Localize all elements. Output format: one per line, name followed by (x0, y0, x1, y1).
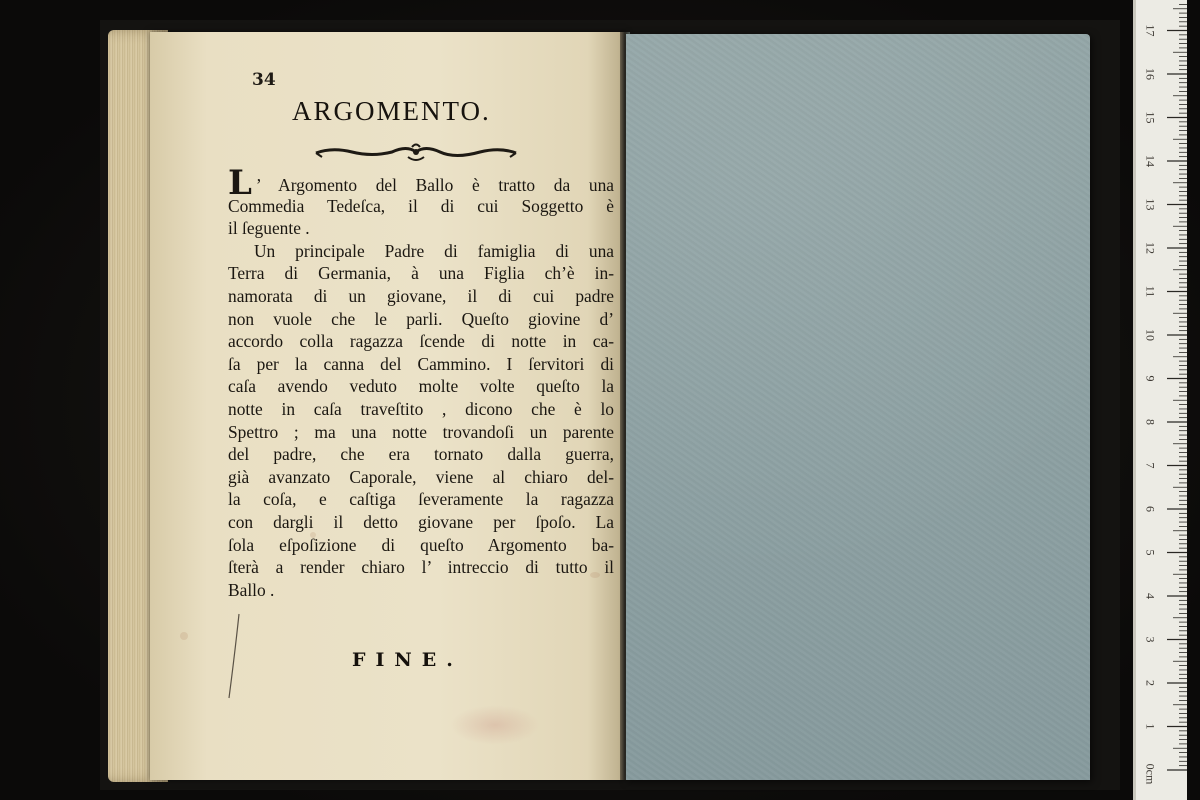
text-line: Spettro ; ma una notte trovandoſi un parente (228, 421, 614, 442)
text-line: già avanzato Caporale, viene al chiaro del- (228, 466, 614, 487)
text-line: il ſeguente . (228, 218, 310, 239)
page-title: ARGOMENTO. (292, 96, 491, 126)
text-line: non vuole che le parli. Queſto giovine d’ (228, 308, 614, 329)
ruler-label: 3 (1143, 636, 1158, 643)
text-line: Commedia Tedeſca, il di cui Soggetto è (228, 195, 614, 216)
ruler-label: 17 (1143, 24, 1158, 37)
ruler-label: 7 (1143, 462, 1158, 469)
text-line: ſola eſpoſizione di queſto Argomento ba- (228, 534, 614, 555)
measuring-ruler (1133, 0, 1187, 800)
ruler-label: 14 (1143, 155, 1158, 167)
ruler-label: 4 (1143, 593, 1158, 599)
text-line: del padre, che era tornato dalla guerra, (228, 444, 614, 465)
ruler-label: 10 (1143, 329, 1158, 341)
ruler-label: 12 (1143, 242, 1158, 254)
ornament-divider-icon (312, 143, 520, 163)
text-line: notte in caſa traveſtito , dicono che è lo (228, 398, 614, 419)
ruler-label: 15 (1143, 111, 1158, 124)
ruler-label: 6 (1143, 506, 1158, 512)
foxing-spot (180, 632, 188, 640)
ruler-unit-label: 0cm (1143, 763, 1158, 785)
text-line: la coſa, e caſtiga ſeveramente la ragazza (228, 489, 614, 510)
end-mark: FINE. (352, 649, 463, 671)
text-line: Terra di Germania, à una Figlia ch’è in- (228, 263, 614, 284)
text-line: ſterà a render chiaro l’ intreccio di tutto il (228, 557, 614, 578)
ruler-label: 8 (1143, 419, 1158, 425)
text-line: namorata di un giovane, il di cui padre (228, 285, 614, 306)
drop-cap: L (228, 163, 252, 203)
ruler-label: 11 (1143, 285, 1158, 298)
ruler-label: 13 (1143, 198, 1158, 211)
ruler-label: 16 (1143, 68, 1158, 80)
ruler-label: 2 (1143, 680, 1158, 686)
ink-stain (450, 705, 540, 745)
ruler-label: 5 (1143, 549, 1158, 556)
page-number: 34 (252, 70, 276, 90)
text-line: caſa avendo veduto molte volte queſto la (228, 376, 614, 397)
text-line: Ballo . (228, 579, 275, 600)
ruler-label: 1 (1143, 723, 1158, 730)
text-line: Un principale Padre di famiglia di una (254, 240, 614, 261)
text-line: ſa per la canna del Cammino. I ſervitori di (228, 353, 614, 374)
ruler-label: 9 (1143, 375, 1158, 382)
text-line: L ’ Argomento del Ballo è tratto da una (228, 163, 614, 203)
text-line: accordo colla ragazza ſcende di notte in ca- (228, 331, 614, 352)
text-line: con dargli il detto giovane per ſpoſo. La (228, 511, 614, 532)
pencil-mark-icon (225, 612, 245, 702)
argument-text (228, 163, 614, 601)
blue-cover-paper (626, 34, 1090, 780)
